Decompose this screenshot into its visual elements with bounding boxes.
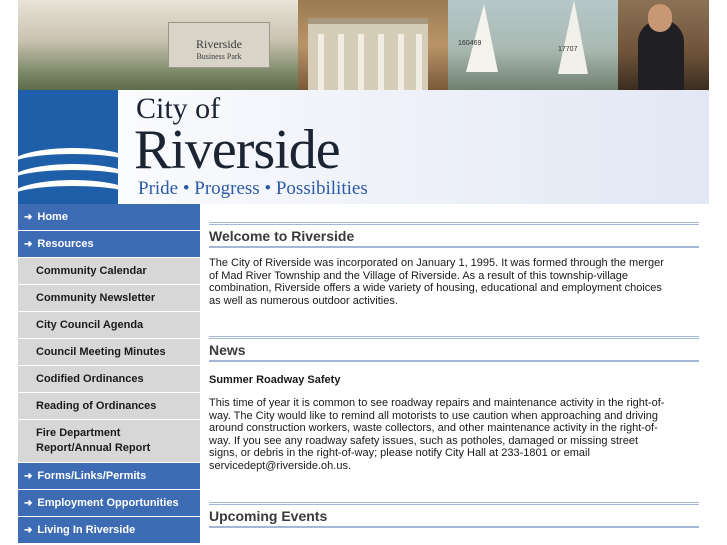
business-park-sign-subtitle: Business Park [196,52,242,61]
nav-employment-opportunities[interactable] [18,490,200,517]
nav-community-newsletter[interactable] [18,285,200,312]
nav-label: Reading of Ordinances [36,399,157,412]
river-wave-logo-icon [18,90,118,204]
welcome-heading: Welcome to Riverside [209,222,699,248]
logo-title-big: Riverside [134,119,340,181]
news-article-text: This time of year it is common to see roadway repairs and maintenance activity in the right-of-way. The City would like to remind all motorists to use caution when approaching and driving around construction workers, waste collectors, and other maintenance activity in the right-of-way. If you see any roadway safety issues, such as potholes, damaged or missing street signs, or debris in the right-of-way; please notify City Hall at 233-1801 or email servicedept@riverside.oh.us. [209,397,665,472]
nav-label: Codified Ordinances [36,372,144,385]
logo-title-small: City of [136,92,221,125]
nav-reading-of-ordinances[interactable] [18,393,200,420]
page [18,0,709,545]
welcome-paragraph: The City of Riverside was incorporated on January 1, 1995. It was formed through the merger of Mad River Township and the Village of Riverside. As a result of this township-village combination, Riverside offers a wide variety of housing, educational and employment choices as well as numerous outdoor activities. [209,257,664,307]
arrow-right-icon: ➜ [24,524,33,536]
nav-label: Council Meeting Minutes [36,345,166,358]
sail-number-1: 160469 [458,40,482,47]
banner-photo-strip [18,0,709,90]
arrow-right-icon: ➜ [24,470,33,482]
nav-label: Forms/Links/Permits [37,470,147,482]
nav-community-calendar[interactable] [18,258,200,285]
nav-forms-links-permits[interactable] [18,463,200,490]
nav-home[interactable] [18,204,200,231]
logo-tagline: Pride • Progress • Possibilities [138,178,368,199]
nav-label: Fire Department Report/Annual Report [36,427,151,454]
business-park-sign [168,22,270,68]
nav-resources[interactable] [18,231,200,258]
sailboat-sail-2 [558,0,588,74]
sail-number-2: 17707 [558,46,578,53]
nav-city-council-agenda[interactable] [18,312,200,339]
sailboat-sail-1 [466,4,498,72]
nav-label: Home [37,211,68,223]
nav-label: Living In Riverside [37,524,136,536]
business-park-sign-title: Riverside [196,37,242,51]
nav-fire-department-report[interactable] [18,420,200,463]
arrow-right-icon: ➜ [24,238,33,250]
news-article-title[interactable]: Summer Roadway Safety [209,374,341,386]
person-head [648,4,672,32]
nav-label: City Council Agenda [36,318,144,331]
civic-building [308,18,428,90]
news-heading: News [209,336,699,362]
main-content [209,222,699,528]
nav-label: Community Newsletter [36,291,156,304]
nav-label: Employment Opportunities [37,497,179,509]
nav-codified-ordinances[interactable] [18,366,200,393]
upcoming-events-heading: Upcoming Events [209,502,699,528]
sidebar-nav [18,204,200,544]
arrow-right-icon: ➜ [24,211,33,223]
arrow-right-icon: ➜ [24,497,33,509]
nav-label: Community Calendar [36,264,147,277]
nav-label: Resources [37,238,94,250]
city-logo-banner[interactable] [18,90,709,204]
nav-council-meeting-minutes[interactable] [18,339,200,366]
nav-living-in-riverside[interactable] [18,517,200,544]
